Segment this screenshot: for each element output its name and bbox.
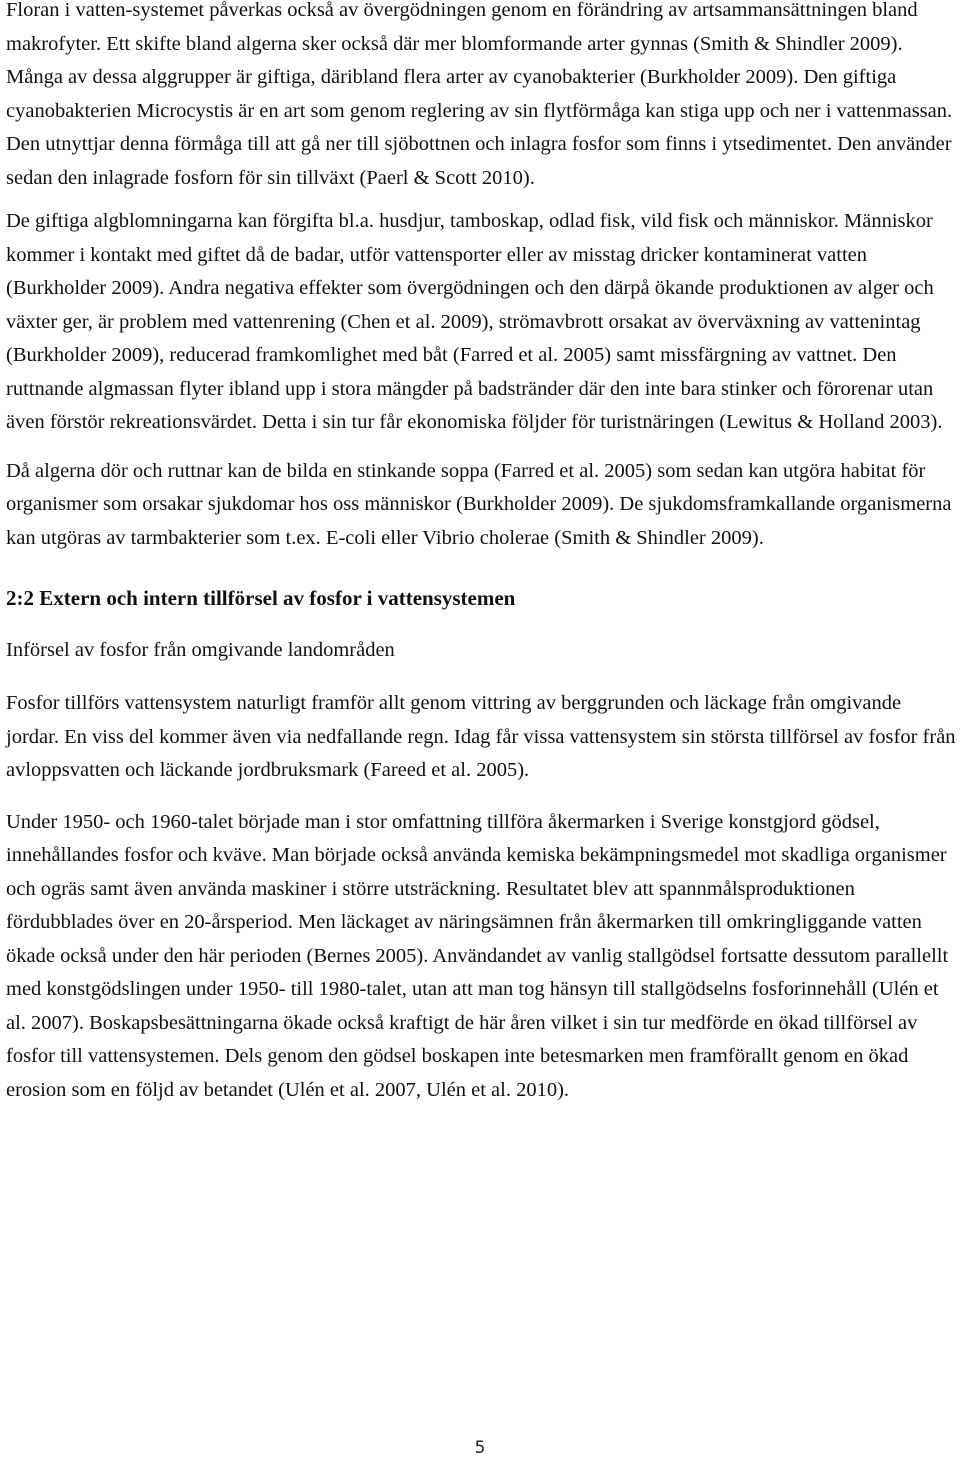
paragraph-phosphorus-sources: Fosfor tillförs vattensystem naturligt framför allt genom vittring av berggrunden och läckage från omgivande jordar. En viss del kommer även via nedfallande regn. Idag får vissa vattensystem sin största tillförsel av fosfor från avloppsvatten och läckande jordbruksmark (Fareed et al. 2005). — [6, 692, 956, 781]
paragraph-decaying-algae: Då algerna dör och ruttnar kan de bilda en stinkande soppa (Farred et al. 2005) som sedan kan utgöra habitat för organismer som orsakar sjukdomar hos oss människor (Burkholder 2009). De sjukdomsframkallande organismerna kan utgöras av tarmbakterier som t.ex. E-coli eller Vibrio cholerae (Smith & Shindler 2009). — [6, 459, 952, 549]
page-number: 5 — [474, 1438, 486, 1458]
paragraph-toxic-blooms: De giftiga algblomningarna kan förgifta bl.a. husdjur, tamboskap, odlad fisk, vild fisk och människor. Människor kommer i kontakt med giftet då de badar, utför vattensporter eller av misstag dricker kontaminerat vatten (Burkholder 2009). Andra negativa effekter som övergödningen och den därpå ökande produktionen av alger och växter ger, är problem med vattenrening (Chen et al. 2009), strömavbrott orsakat av överväxning av vattenintag (Burkholder 2009), reducerad framkomlighet med båt (Farred et al. 2005) samt missfärgning av vattnet. Den ruttnande algmassan flyter ibland upp i stora mängder på badstränder där den inte bara stinker och förorenar utan även förstör rekreationsvärdet. Detta i sin tur får ekonomiska följder för turistnäringen (Lewitus & Holland 2003). — [6, 210, 943, 433]
section-heading: 2:2 Extern och intern tillförsel av fosfor i vattensystemen — [6, 586, 516, 610]
subsection-heading: Införsel av fosfor från omgivande landområden — [6, 638, 395, 661]
paragraph-flora-algae: Floran i vatten-systemet påverkas också av övergödningen genom en förändring av artsammansättningen bland makrofyter. Ett skifte bland algerna sker också där mer blomformande arter gynnas (Smith & Shindler 2009). Många av dessa alggrupper är giftiga, däribland flera arter av cyanobakterier (Burkholder 2009). Den giftiga cyanobakterien Microcystis är en art som genom reglering av sin flytförmåga kan stiga upp och ner i vattenmassan. Den utnyttjar denna förmåga till att gå ner till sjöbottnen och inlagra fosfor som finns i ytsedimentet. Den använder sedan den inlagrade fosforn för sin tillväxt (Paerl & Scott 2010). — [6, 0, 953, 189]
paragraph-agriculture-history: Under 1950- och 1960-talet började man i stor omfattning tillföra åkermarken i Sverige konstgjord gödsel, innehållandes fosfor och kväve. Man började också använda kemiska bekämpningsmedel mot skadliga organismer och ogräs samt även använda maskiner i större utsträckning. Resultatet blev att spannmålsproduktionen fördubblades över en 20-årsperiod. Men läckaget av näringsämnen från åkermarken till omkringliggande vatten ökade också under den här perioden (Bernes 2005). Användandet av vanlig stallgödsel fortsatte dessutom parallellt med konstgödslingen under 1950- till 1980-talet, utan att man tog hänsyn till stallgödselns fosforinnehåll (Ulén et al. 2007). Boskapsbesättningarna ökade också kraftigt de här åren vilket i sin tur medförde en ökad tillförsel av fosfor till vattensystemen. Dels genom den gödsel boskapen inte betesmarken men framförallt genom en ökad erosion som en följd av betandet (Ulén et al. 2007, Ulén et al. 2010). — [6, 810, 949, 1101]
document-page — [6, 0, 956, 1107]
